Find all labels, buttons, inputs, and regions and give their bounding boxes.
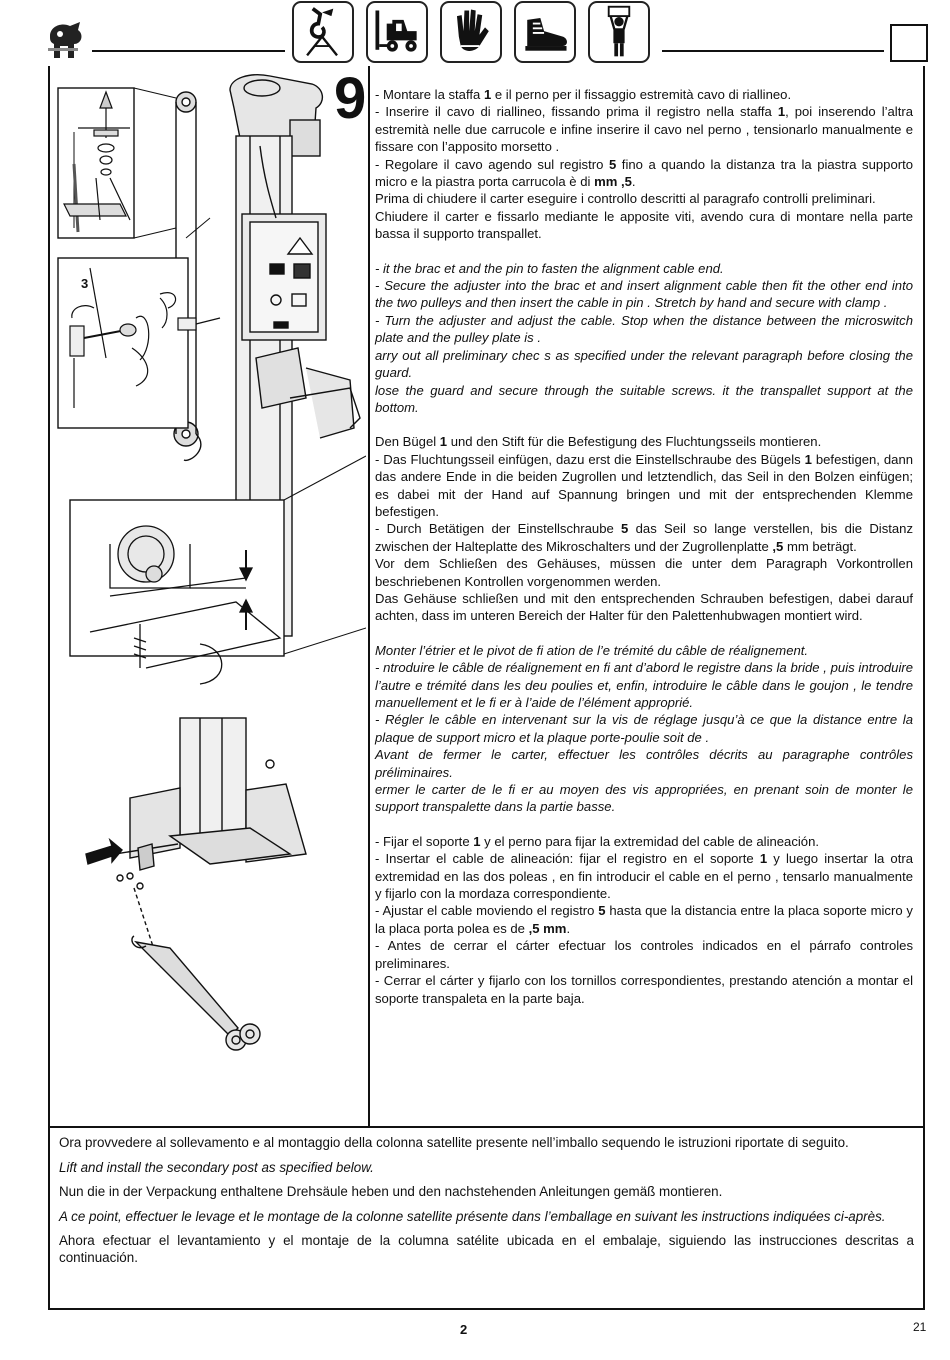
corner-box xyxy=(890,24,928,62)
crane-hook-icon xyxy=(292,1,354,63)
note-it: Ora provvedere al sollevamento e al montaggio della colonna satellite presente nell’imballo sequendo le istruzioni riportate di seguito. xyxy=(59,1135,849,1150)
lifting-person-icon xyxy=(588,1,650,63)
forklift-icon xyxy=(366,1,428,63)
instruction-fr-1: Monter l’étrier et le pivot de fi ation de l’e trémité du câble de réalignement. xyxy=(375,642,809,658)
instruction-es-1: - Fijar el soporte 1 y el perno para fijar la extremidad del cable de alineación. xyxy=(375,833,820,849)
instruction-de-2: - Das Fluchtungsseil einfügen, dazu erst die Einstellschraube des Bügels 1 befestigen, dann das andere Ende in die beiden Zugrollen und letztendlich, das Seil in den Bolzen einfügen; es dabei mit der Hand auf Spannung bringen und mit der entsprechenden Klemme befestigen. xyxy=(375,451,914,519)
instruction-es-3: - Ajustar el cable moviendo el registro 5 hasta que la distancia entre la placa soporte micro y la placa porta polea es de ,5 mm. xyxy=(375,903,913,936)
instruction-en-5: lose the guard and secure through the suitable screws. it the transpallet support at the bottom. xyxy=(375,382,913,415)
instruction-it-5: Chiudere il carter e fissarlo mediante le apposite viti, avendo cura di montare nella parte bassa il supporto transpallet. xyxy=(375,208,913,242)
instruction-it-3: - Regolare il cavo agendo sul registro 5 fino a quando la distanza tra la piastra supporto micro e la piastra porta carrucola è di mm ,5. xyxy=(375,156,914,190)
header-rule-left xyxy=(92,50,285,52)
instruction-es-2: - Insertar el cable de alineación: fijar el registro en el soporte 1 y luego insertar la otra extremidad en las dos poleas , en fin introducir el cable en el perno , tensarlo manualmente y fijarlo con la mordaza correspondiente. xyxy=(375,851,913,902)
instructions-de xyxy=(375,433,913,624)
note-en: Lift and install the secondary post as specified below. xyxy=(59,1159,374,1175)
safety-shoe-icon xyxy=(514,1,576,63)
footer-notes xyxy=(59,1134,914,1274)
instructions-fr xyxy=(375,642,913,816)
instructions xyxy=(375,86,913,1024)
figure-callout: 3 xyxy=(81,276,89,291)
instructions-es xyxy=(375,833,913,1007)
instruction-es-5: - Cerrar el cárter y fijarlo con los tornillos correspondientes, prestando atención a montar el soporte transpaleta en la parte baja. xyxy=(375,973,913,1006)
instruction-it-4: Prima di chiudere il carter eseguire i controllo descritti al paragrafo controlli preliminari. xyxy=(375,191,876,207)
technical-illustration xyxy=(50,68,366,1124)
instruction-de-1: Den Bügel 1 und den Stift für die Befestigung des Fluchtungsseils montieren. xyxy=(375,434,822,450)
instruction-en-2: - Secure the adjuster into the brac et and insert alignment cable then fit the other end into the two pulleys and then insert the cable in pin . Stretch by hand and secure with clamp . xyxy=(375,278,913,311)
instruction-it-2: - Inserire il cavo di riallineo, fissando prima il registro nella staffa 1, poi inserendo l’altra estremità nelle due carrucole e infine inserire il cavo nel perno , tensionarlo manualmente e fissare con l’apposito morsetto . xyxy=(375,104,913,155)
safety-glove-icon xyxy=(440,1,502,63)
column-divider xyxy=(368,66,370,1127)
instruction-fr-3: - Régler le câble en intervenant sur la vis de réglage jusqu’à ce que la distance entre la plaque de support micro et la plaque porte-poulie soit de . xyxy=(375,712,913,745)
page-number: 2 xyxy=(460,1322,468,1337)
note-fr: A ce point, effectuer le levage et le montage de la colonne satellite présente dans l’emballage en suivant les instructions indiquées ci-après. xyxy=(59,1208,886,1224)
note-de: Nun die in der Verpackung enthaltene Drehsäule heben und den nachstehenden Anleitungen gemäß montieren. xyxy=(59,1184,723,1200)
instruction-de-4: Vor dem Schließen des Gehäuses, müssen die unter dem Paragraph Vorkontrollen beschriebenen Kontrollen vorgenommen werden. xyxy=(375,556,913,589)
header-rule-right xyxy=(662,50,884,52)
instruction-de-5: Das Gehäuse schließen und mit den entsprechenden Schrauben befestigen, dabei darauf achten, dass im unteren Bereich der Halter für den Palettenhubwagen montiert wird. xyxy=(375,590,913,624)
instruction-it-1: - Montare la staffa 1 e il perno per il fissaggio estremità cavo di riallineo. xyxy=(375,87,792,102)
instruction-fr-5: ermer le carter de le fi er au moyen des vis appropriées, en prenant soin de monter le support transpalette dans la partie basse. xyxy=(375,782,913,815)
instruction-fr-4: Avant de fermer le carter, effectuer les contrôles décrits au paragraphe contrôles préliminaires. xyxy=(375,747,913,780)
instruction-en-4: arry out all preliminary chec s as specified under the relevant paragraph before closing the guard. xyxy=(375,347,913,381)
brand-logo xyxy=(44,18,88,64)
instruction-en-3: - Turn the adjuster and adjust the cable. Stop when the distance between the microswitch plate and the pulley plate is . xyxy=(375,312,913,346)
instructions-it xyxy=(375,86,913,243)
instruction-fr-2: - ntroduire le câble de réalignement en fi ant d’abord le registre dans la bride , puis introduire l’autre e trémité dans les deu poulies et, enfin, introduire le câble dans le goujon , le tendre manuellement et le fi er à l’aide de l’élément approprié. xyxy=(375,660,913,710)
note-es: Ahora efectuar el levantamiento y el montaje de la columna satélite ubicada en el embalaje, siguiendo las instrucciones descritas a continuación. xyxy=(59,1233,914,1266)
step-number: 9 xyxy=(334,66,367,131)
section-divider xyxy=(48,1126,925,1128)
instructions-en xyxy=(375,260,913,417)
instruction-de-3: - Durch Betätigen der Einstellschraube 5 das Seil so lange verstellen, bis die Distanz zwischen der Halteplatte des Mikroschalters und der Zugrollenplatte ,5 mm beträgt. xyxy=(375,521,913,554)
page-index: 21 xyxy=(913,1320,927,1334)
instruction-en-1: - it the brac et and the pin to fasten the alignment cable end. xyxy=(375,260,724,276)
instruction-es-4: - Antes de cerrar el cárter efectuar los controles indicados en el párrafo controles preliminares. xyxy=(375,938,913,971)
